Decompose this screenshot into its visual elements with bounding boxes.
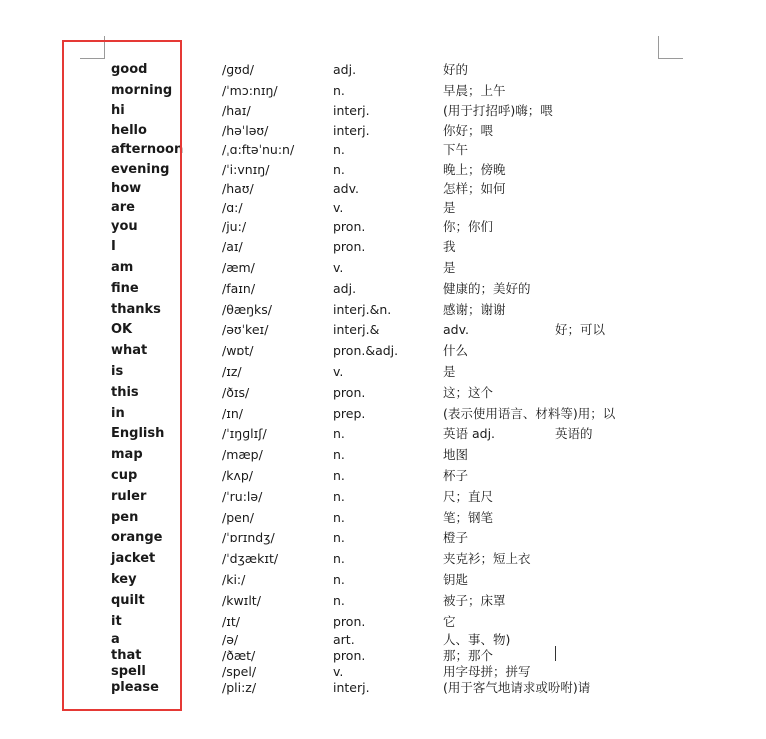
meaning-extra-cell: 好；可以: [555, 322, 606, 337]
phonetic-cell: /ɪz/: [222, 364, 242, 379]
phonetic-cell: /pen/: [222, 510, 254, 525]
meaning-cell: 感谢；谢谢: [443, 302, 506, 317]
meaning-cell: 钥匙: [443, 572, 469, 587]
meaning-cell: 人、事、物): [443, 632, 511, 647]
phonetic-cell: /ˌɑ:ftəˈnu:n/: [222, 142, 295, 157]
part-of-speech-cell: prep.: [333, 406, 366, 421]
word-cell: quilt: [111, 593, 145, 608]
part-of-speech-cell: adj.: [333, 62, 357, 77]
part-of-speech-cell: v.: [333, 200, 344, 215]
word-cell: jacket: [111, 551, 156, 566]
meaning-cell: 橙子: [443, 530, 469, 545]
part-of-speech-cell: n.: [333, 593, 345, 608]
part-of-speech-cell: art.: [333, 632, 355, 647]
word-cell: are: [111, 200, 136, 215]
word-cell: cup: [111, 468, 138, 483]
word-cell: morning: [111, 83, 173, 98]
meaning-cell: adv.: [443, 322, 469, 337]
meaning-cell: 夹克衫；短上衣: [443, 551, 531, 566]
part-of-speech-cell: pron.: [333, 648, 366, 663]
phonetic-cell: /ðæt/: [222, 648, 256, 663]
word-cell: is: [111, 364, 124, 379]
meaning-cell: 是: [443, 364, 456, 379]
word-cell: a: [111, 632, 120, 647]
word-cell: I: [111, 239, 116, 254]
phonetic-cell: /ɑ:/: [222, 200, 243, 215]
part-of-speech-cell: n.: [333, 510, 345, 525]
part-of-speech-cell: adj.: [333, 281, 357, 296]
meaning-cell: 那；那个: [443, 648, 494, 663]
word-cell: am: [111, 260, 134, 275]
meaning-cell: 好的: [443, 62, 469, 77]
word-cell: ruler: [111, 489, 147, 504]
part-of-speech-cell: pron.: [333, 219, 366, 234]
part-of-speech-cell: adv.: [333, 181, 359, 196]
phonetic-cell: /ðɪs/: [222, 385, 250, 400]
word-cell: what: [111, 343, 148, 358]
word-cell: afternoon: [111, 142, 184, 157]
phonetic-cell: /ˈdʒækɪt/: [222, 551, 279, 566]
word-cell: evening: [111, 162, 170, 177]
meaning-cell: 晚上；傍晚: [443, 162, 506, 177]
part-of-speech-cell: n.: [333, 142, 345, 157]
phonetic-cell: /ɡʊd/: [222, 62, 255, 77]
meaning-cell: 你；你们: [443, 219, 494, 234]
phonetic-cell: /ˈi:vnɪŋ/: [222, 162, 270, 177]
meaning-cell: (用于客气地请求或吩咐)请: [443, 680, 591, 695]
part-of-speech-cell: pron.: [333, 614, 366, 629]
phonetic-cell: /ju:/: [222, 219, 247, 234]
meaning-cell: 是: [443, 200, 456, 215]
meaning-cell: 下午: [443, 142, 469, 157]
meaning-cell: 我: [443, 239, 456, 254]
word-cell: hello: [111, 123, 147, 138]
phonetic-cell: /ə/: [222, 632, 239, 647]
phonetic-cell: /wɒt/: [222, 343, 254, 358]
word-cell: spell: [111, 664, 146, 679]
meaning-cell: 尺；直尺: [443, 489, 494, 504]
phonetic-cell: /haʊ/: [222, 181, 254, 196]
meaning-cell: 健康的；美好的: [443, 281, 531, 296]
meaning-extra-cell: 英语的: [555, 426, 593, 441]
meaning-cell: 怎样；如何: [443, 181, 506, 196]
word-cell: English: [111, 426, 165, 441]
word-cell: pen: [111, 510, 139, 525]
word-cell: orange: [111, 530, 163, 545]
part-of-speech-cell: n.: [333, 162, 345, 177]
word-cell: map: [111, 447, 143, 462]
word-cell: thanks: [111, 302, 161, 317]
meaning-cell: 它: [443, 614, 456, 629]
word-cell: how: [111, 181, 142, 196]
top-right-margin-marker: [658, 36, 683, 59]
part-of-speech-cell: pron.&adj.: [333, 343, 399, 358]
word-cell: that: [111, 648, 142, 663]
part-of-speech-cell: n.: [333, 551, 345, 566]
part-of-speech-cell: n.: [333, 426, 345, 441]
part-of-speech-cell: pron.: [333, 385, 366, 400]
phonetic-cell: /mæp/: [222, 447, 263, 462]
part-of-speech-cell: interj.&n.: [333, 302, 392, 317]
phonetic-cell: /əʊˈkeɪ/: [222, 322, 269, 337]
part-of-speech-cell: interj.: [333, 123, 370, 138]
phonetic-cell: /ˈɪŋɡlɪʃ/: [222, 426, 267, 441]
meaning-cell: 早晨；上午: [443, 83, 506, 98]
part-of-speech-cell: n.: [333, 572, 345, 587]
part-of-speech-cell: n.: [333, 468, 345, 483]
word-cell: it: [111, 614, 122, 629]
meaning-cell: 杯子: [443, 468, 469, 483]
part-of-speech-cell: n.: [333, 489, 345, 504]
word-cell: in: [111, 406, 125, 421]
phonetic-cell: /θæŋks/: [222, 302, 273, 317]
meaning-cell: 你好；喂: [443, 123, 494, 138]
meaning-cell: (用于打招呼)嗨；喂: [443, 103, 553, 118]
word-cell: key: [111, 572, 137, 587]
part-of-speech-cell: v.: [333, 364, 344, 379]
meaning-cell: 这；这个: [443, 385, 494, 400]
text-cursor: [555, 646, 556, 661]
part-of-speech-cell: pron.: [333, 239, 366, 254]
meaning-cell: 用字母拼；拼写: [443, 664, 531, 679]
meaning-cell: 被子；床罩: [443, 593, 506, 608]
phonetic-cell: /pli:z/: [222, 680, 257, 695]
meaning-cell: 是: [443, 260, 456, 275]
part-of-speech-cell: interj.: [333, 680, 370, 695]
part-of-speech-cell: v.: [333, 260, 344, 275]
phonetic-cell: /ki:/: [222, 572, 246, 587]
meaning-cell: 英语 adj.: [443, 426, 496, 441]
meaning-cell: 什么: [443, 343, 469, 358]
word-cell: OK: [111, 322, 133, 337]
word-cell: this: [111, 385, 139, 400]
phonetic-cell: /haɪ/: [222, 103, 251, 118]
word-cell: hi: [111, 103, 125, 118]
word-column-highlight-box: [62, 40, 182, 711]
phonetic-cell: /æm/: [222, 260, 255, 275]
word-cell: you: [111, 219, 138, 234]
phonetic-cell: /aɪ/: [222, 239, 243, 254]
meaning-cell: (表示使用语言、材料等)用；以: [443, 406, 616, 421]
phonetic-cell: /ɪt/: [222, 614, 240, 629]
phonetic-cell: /ˈru:lə/: [222, 489, 263, 504]
phonetic-cell: /ɪn/: [222, 406, 243, 421]
part-of-speech-cell: interj.: [333, 103, 370, 118]
phonetic-cell: /ˈɒrɪndʒ/: [222, 530, 275, 545]
word-cell: fine: [111, 281, 139, 296]
meaning-cell: 笔；钢笔: [443, 510, 494, 525]
phonetic-cell: /kʌp/: [222, 468, 253, 483]
part-of-speech-cell: n.: [333, 530, 345, 545]
word-cell: please: [111, 680, 159, 695]
phonetic-cell: /spel/: [222, 664, 257, 679]
phonetic-cell: /ˈmɔ:nɪŋ/: [222, 83, 278, 98]
phonetic-cell: /kwɪlt/: [222, 593, 261, 608]
part-of-speech-cell: v.: [333, 664, 344, 679]
part-of-speech-cell: n.: [333, 83, 345, 98]
phonetic-cell: /həˈləʊ/: [222, 123, 269, 138]
part-of-speech-cell: n.: [333, 447, 345, 462]
word-cell: good: [111, 62, 148, 77]
phonetic-cell: /faɪn/: [222, 281, 256, 296]
meaning-cell: 地图: [443, 447, 469, 462]
part-of-speech-cell: interj.&: [333, 322, 380, 337]
